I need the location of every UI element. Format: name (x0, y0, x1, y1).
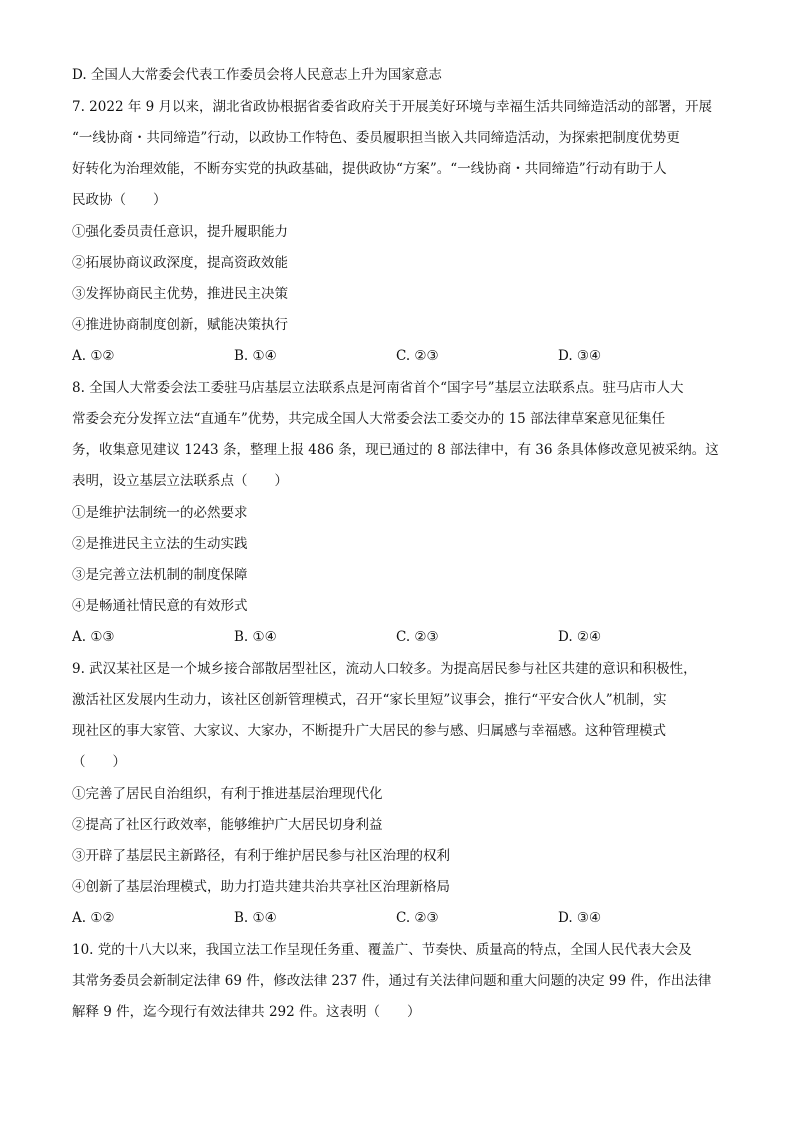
statement-3: ③开辟了基层民主新路径，有利于维护居民参与社区治理的权利 (72, 848, 450, 864)
statement-2: ②是推进民主立法的生动实践 (72, 536, 248, 552)
question-stem-line: 9. 武汉某社区是一个城乡接合部散居型社区，流动人口较多。为提高居民参与社区共建的意识和积极性， (72, 661, 697, 677)
statement-2: ②提高了社区行政效率，能够维护广大居民切身利益 (72, 817, 383, 833)
statement-3: ③发挥协商民主优势，推进民主决策 (72, 286, 288, 302)
question-stem-line: 10. 党的十八大以来，我国立法工作呈现任务重、覆盖广、节奏快、质量高的特点，全国人民代表大会及 (72, 942, 692, 958)
question-stem-line: 7. 2022 年 9 月以来，湖北省政协根据省委省政府关于开展美好环境与幸福生活共同缔造活动的部署，开展 (72, 99, 712, 115)
question-stem-line: 务，收集意见建议 1243 条，整理上报 486 条，现已通过的 8 部法律中，有 36 条具体修改意见被采纳。这 (72, 442, 719, 458)
statement-1: ①强化委员责任意识，提升履职能力 (72, 224, 288, 240)
choice-c[interactable]: C. ②③ (396, 629, 439, 645)
statement-4: ④推进协商制度创新，赋能决策执行 (72, 317, 288, 333)
choice-a[interactable]: A. ①③ (72, 629, 115, 645)
choice-b[interactable]: B. ①④ (234, 629, 277, 645)
statement-2: ②拓展协商议政深度，提高资政效能 (72, 255, 288, 271)
question-stem-line: 8. 全国人大常委会法工委驻马店基层立法联系点是河南省首个“国字号”基层立法联系点。驻马店市人大 (72, 380, 684, 396)
question-stem-line: 民政协（ ） (72, 192, 167, 208)
question-stem-line: 表明，设立基层立法联系点（ ） (72, 473, 288, 489)
choice-d[interactable]: D. ③④ (558, 348, 602, 364)
statement-4: ④是畅通社情民意的有效形式 (72, 598, 248, 614)
statement-3: ③是完善立法机制的制度保障 (72, 567, 248, 583)
statement-4: ④创新了基层治理模式，助力打造共建共治共享社区治理新格局 (72, 879, 450, 895)
question-stem-line: 激活社区发展内生动力，该社区创新管理模式，召开“家长里短”议事会，推行“平安合伙人”机制，实 (72, 692, 667, 708)
statement-1: ①完善了居民自治组织，有利于推进基层治理现代化 (72, 786, 383, 802)
question-stem-line: （ ） (72, 754, 126, 770)
choice-d[interactable]: D. ③④ (558, 910, 602, 926)
choice-d[interactable]: D. ②④ (558, 629, 602, 645)
statement-1: ①是维护法制统一的必然要求 (72, 505, 248, 521)
choice-b[interactable]: B. ①④ (234, 910, 277, 926)
choice-b[interactable]: B. ①④ (234, 348, 277, 364)
choice-a[interactable]: A. ①② (72, 910, 115, 926)
question-stem-line: 好转化为治理效能，不断夯实党的执政基础，提供政协“方案”。“一线协商・共同缔造”行动有助于人 (72, 161, 667, 177)
question-stem-line: 解释 9 件，迄今现行有效法律共 292 件。这表明（ ） (72, 1004, 421, 1020)
question-stem-line: 常委会充分发挥立法“直通车”优势，共完成全国人大常委会法工委交办的 15 部法律草案意见征集任 (72, 411, 666, 427)
question-stem-line: 其常务委员会新制定法律 69 件，修改法律 237 件，通过有关法律问题和重大问题的决定 99 件，作出法律 (72, 973, 712, 989)
choice-c[interactable]: C. ②③ (396, 910, 439, 926)
question-stem-line: 现社区的事大家管、大家议、大家办，不断提升广大居民的参与感、归属感与幸福感。这种管理模式 (72, 723, 666, 739)
choice-c[interactable]: C. ②③ (396, 348, 439, 364)
choice-a[interactable]: A. ①② (72, 348, 115, 364)
prev-option-d: D. 全国人大常委会代表工作委员会将人民意志上升为国家意志 (72, 67, 442, 83)
question-stem-line: “一线协商・共同缔造”行动，以政协工作特色、委员履职担当嵌入共同缔造活动，为探索把制度优势更 (72, 130, 680, 146)
